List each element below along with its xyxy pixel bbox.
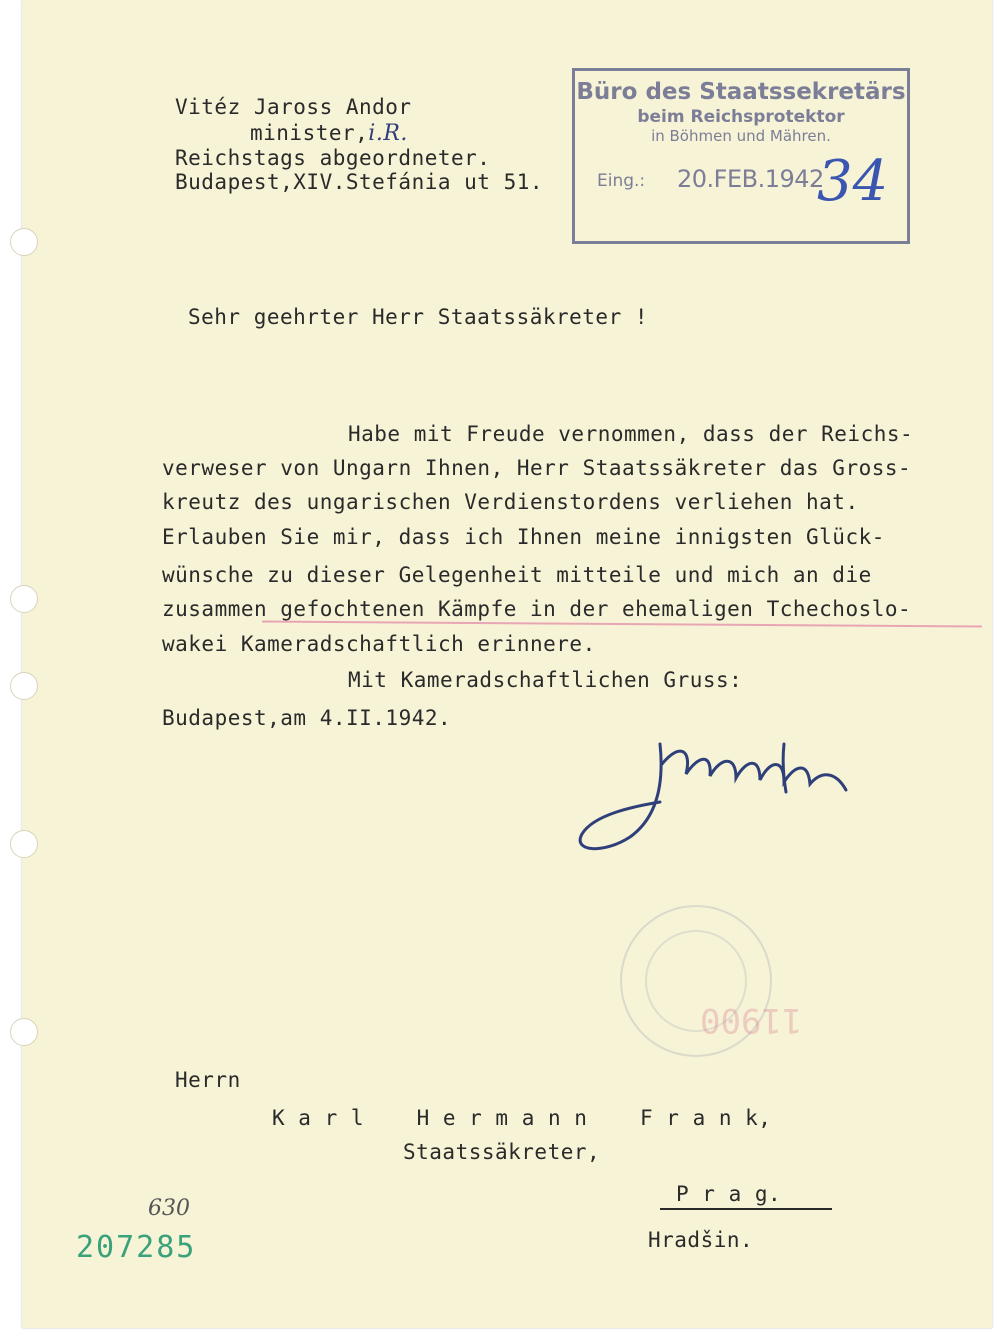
- sender-title: [250, 121, 408, 146]
- letter-place-date: Budapest,am 4.II.1942.: [162, 706, 452, 730]
- archive-number: 207285: [76, 1230, 197, 1265]
- punch-hole: [10, 1018, 38, 1046]
- archive-handwritten-note: 630: [148, 1196, 190, 1221]
- stamp-authority: beim Reichsprotektor: [637, 107, 845, 127]
- body-line: wünsche zu dieser Gelegenheit mitteile und mich an die: [162, 563, 872, 587]
- punch-hole: [10, 830, 38, 858]
- stamp-office: Büro des Staatssekretärs: [576, 79, 906, 105]
- sender-position: Reichstags abgeordneter.: [175, 146, 491, 170]
- stamp-date: 20.FEB.1942: [677, 165, 824, 193]
- recipient-district: Hradšin.: [648, 1228, 754, 1252]
- stamp-region: in Böhmen und Mähren.: [651, 127, 831, 145]
- stamp-eing-label: Eing.:: [597, 171, 646, 191]
- receipt-stamp: [572, 68, 910, 244]
- signature: [560, 722, 900, 862]
- sender-name: Vitéz Jaross Andor: [175, 95, 412, 119]
- sender-address: Budapest,XIV.Stefánia ut 51.: [175, 170, 544, 194]
- recipient-city: P r a g.: [676, 1182, 782, 1206]
- faded-stamp-number: 11900: [700, 1000, 803, 1040]
- letter-salutation: Sehr geehrter Herr Staatssäkreter !: [188, 305, 649, 329]
- recipient-title: Staatssäkreter,: [403, 1140, 601, 1164]
- sender-title-handwritten: i.R.: [368, 121, 408, 146]
- body-line: Habe mit Freude vernommen, dass der Reichs-: [348, 422, 914, 446]
- stamp-handwritten-number: 34: [817, 149, 889, 214]
- address-salutation: Herrn: [175, 1068, 241, 1092]
- letter-closing: Mit Kameradschaftlichen Gruss:: [348, 668, 743, 692]
- body-line: kreutz des ungarischen Verdienstordens verliehen hat.: [162, 490, 859, 514]
- body-line: zusammen gefochtenen Kämpfe in der ehemaligen Tchechoslo-: [162, 597, 912, 621]
- body-line: wakei Kameradschaftlich erinnere.: [162, 632, 596, 656]
- punch-hole: [10, 672, 38, 700]
- punch-hole: [10, 228, 38, 256]
- body-line: verweser von Ungarn Ihnen, Herr Staatssäkreter das Gross-: [162, 456, 912, 480]
- recipient-name: K a r l H e r m a n n F r a n k,: [272, 1106, 772, 1130]
- body-line: Erlauben Sie mir, dass ich Ihnen meine innigsten Glück-: [162, 525, 885, 549]
- sender-title-typed: minister,: [250, 121, 369, 145]
- city-underline: [660, 1208, 832, 1210]
- punch-hole: [10, 585, 38, 613]
